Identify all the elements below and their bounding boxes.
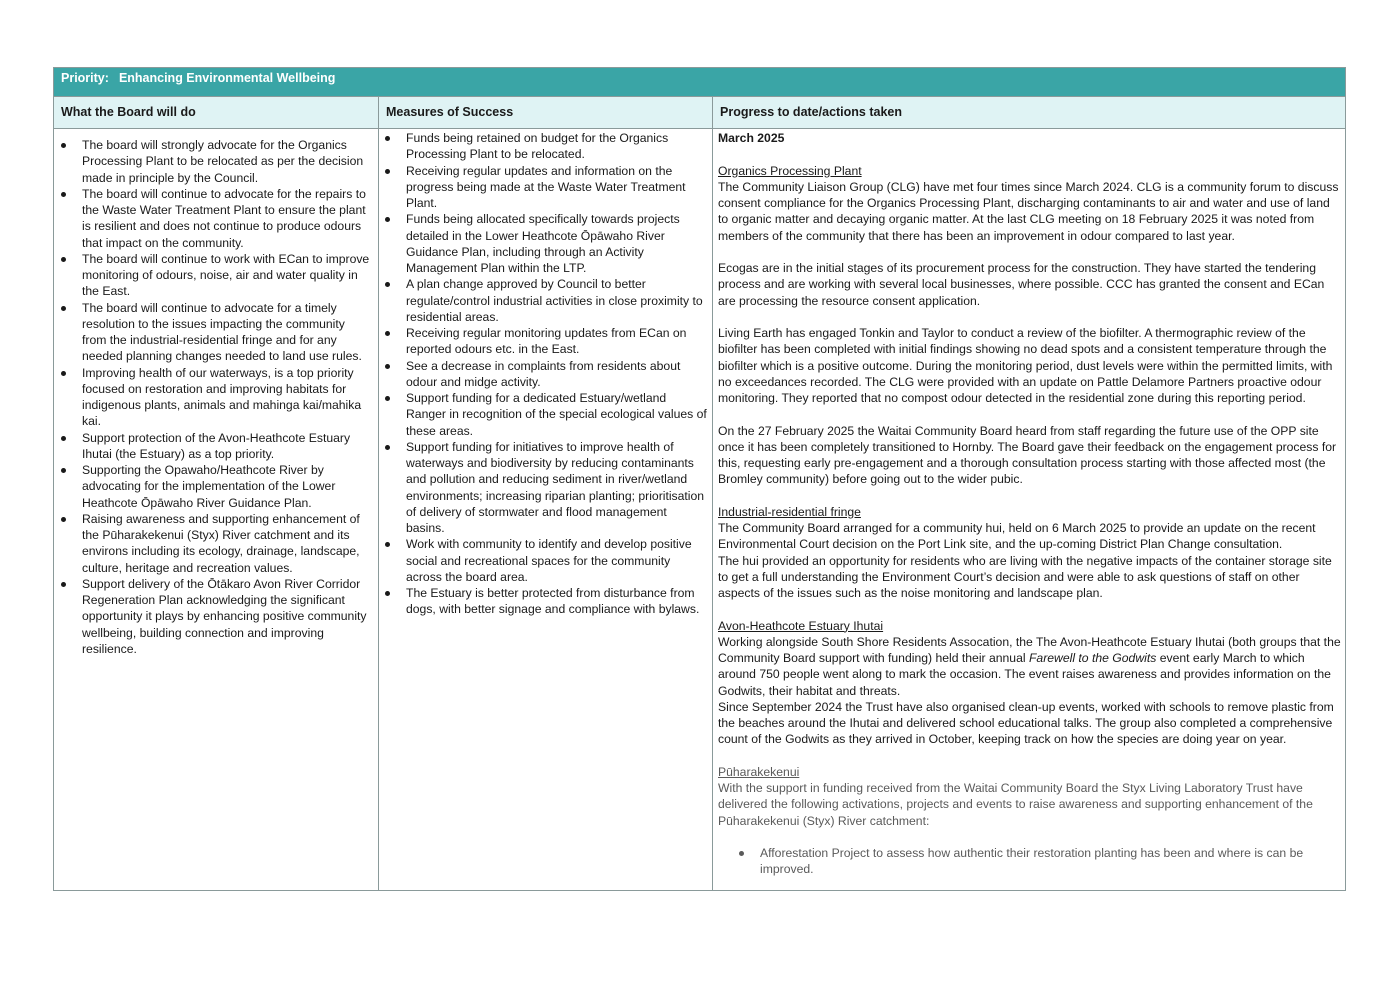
priority-table (53, 67, 1346, 891)
column-header-progress: Progress to date/actions taken (720, 105, 903, 119)
list-item: The Estuary is better protected from disturbance from dogs, with better signage and compliance with bylaws. (406, 585, 707, 618)
progress-date: March 2025 (718, 131, 785, 145)
list-item: Afforestation Project to assess how authentic their restoration planting has been and where is can be improved. (760, 845, 1341, 878)
paragraph: The hui provided an opportunity for residents who are living with the negative impacts of the container storage site to get a full understanding the Environment Court’s decision and were able to ask questions of staff on other aspects of the issues such as the noise monitoring and landscape plan. (718, 553, 1332, 600)
paragraph-text: Working alongside South Shore Residents Assocation, the The Avon-Heathcote Estuary Ihutai (both groups that the Community Board support with funding) held their annual (718, 634, 1341, 665)
list-item: Improving health of our waterways, is a top priority focused on restoration and improving habitats for indigenous plants, animals and mahinga kai/mahika kai. (82, 365, 371, 430)
paragraph: On the 27 February 2025 the Waitai Community Board heard from staff regarding the future use of the OPP site once it has been completely transitioned to Hornby. The Board gave their feedback on the engagement process for this, requesting early pre-engagement and a thorough consultation process starting with those affected most (the Bromley community) before going out to the wider pubic. (718, 423, 1337, 487)
list-item: Support funding for a dedicated Estuary/wetland Ranger in recognition of the special ecological values of these areas. (406, 391, 707, 438)
board-actions-cell (54, 129, 379, 890)
paragraph: The Community Board arranged for a community hui, held on 6 March 2025 to provide an update on the recent Environmental Court decision on the Port Link site, and the up-coming District Plan Change consultation. (718, 521, 1316, 552)
paragraph: With the support in funding received from the Waitai Community Board the Styx Living Laboratory Trust have delivered the following activations, projects and events to raise awareness and supporting enhancement of the Pūharakekenui (Styx) River catchment: (718, 781, 1313, 828)
priority-label: Priority: (61, 71, 109, 85)
list-item: Receiving regular monitoring updates from ECan on reported odours etc. in the East. (406, 325, 707, 358)
list-item: Funds being allocated specifically towards projects detailed in the Lower Heathcote Ōpāwaho River Guidance Plan, including through an Activity Management Plan within the LTP. (406, 211, 707, 276)
column-header-measures: Measures of Success (386, 105, 514, 119)
priority-title: Enhancing Environmental Wellbeing (118, 71, 336, 85)
board-actions-list (82, 137, 371, 657)
section-heading-styx: Pūharakekenui (718, 764, 800, 779)
list-item: The board will continue to advocate for a timely resolution to the issues impacting the community from the industrial-residential fringe and for any needed planning changes needed to land use rules. (82, 300, 371, 365)
paragraph: Ecogas are in the initial stages of its procurement process for the construction. They have started the tendering process and are working with several local businesses, where possible. CCC has granted the consent and ECan are processing the resource consent application. (718, 261, 1325, 308)
list-item: Support delivery of the Ōtākaro Avon River Corridor Regeneration Plan acknowledging the significant opportunity it plays by enhancing positive community wellbeing, building connection and improving resilience. (82, 576, 371, 657)
paragraph-text: event early March to which around 750 people went along to mark the occasion. The event raises awareness and provides information on the Godwits, their habitat and threats. (718, 651, 1331, 698)
section-heading-estuary: Avon-Heathcote Estuary Ihutai (718, 618, 884, 633)
paragraph: Since September 2024 the Trust have also organised clean-up events, worked with schools to remove plastic from the beaches around the Ihutai and delivered school educational talks. The group also completed a comprehensive count of the Godwits as they arrived in October, keeping track on how the species are doing year on year. (718, 699, 1334, 747)
measures-list (406, 130, 707, 618)
progress-cell (713, 129, 1347, 890)
measures-cell (379, 129, 713, 890)
list-item: Support protection of the Avon-Heathcote Estuary Ihutai (the Estuary) as a top priority. (82, 430, 371, 463)
list-item: Supporting the Opawaho/Heathcote River by advocating for the implementation of the Lower Heathcote Ōpāwaho River Guidance Plan. (82, 462, 371, 511)
list-item: See a decrease in complaints from residents about odour and midge activity. (406, 358, 707, 391)
table-header-row (54, 97, 1345, 129)
paragraph: The Community Liaison Group (CLG) have met four times since March 2024. CLG is a community forum to discuss consent compliance for the Organics Processing Plant, discharging contaminants to air and water and use of land to organic matter and decaying organic matter. At the last CLG meeting on 18 February 2025 it was noted from members of the community that there has been an improvement in odour compared to last year. (718, 179, 1339, 243)
styx-activities-list (718, 845, 1341, 878)
list-item: Work with community to identify and develop positive social and recreational spaces for the community across the board area. (406, 536, 707, 585)
list-item: A plan change approved by Council to better regulate/control industrial activities in close proximity to residential areas. (406, 276, 707, 325)
priority-banner (54, 68, 1345, 97)
list-item: The board will continue to advocate for the repairs to the Waste Water Treatment Plant to ensure the plant is resilient and does not continue to produce odours that impact on the community. (82, 186, 371, 251)
column-header-board-actions: What the Board will do (61, 105, 196, 119)
section-heading-industrial: Industrial-residential fringe (718, 504, 861, 519)
list-item: Funds being retained on budget for the Organics Processing Plant to be relocated. (406, 130, 707, 163)
list-item: Receiving regular updates and information on the progress being made at the Waste Water Treatment Plant. (406, 163, 707, 212)
list-item: The board will continue to work with ECan to improve monitoring of odours, noise, air and water quality in the East. (82, 251, 370, 299)
paragraph (718, 634, 1341, 699)
paragraph: Living Earth has engaged Tonkin and Taylor to conduct a review of the biofilter. A thermographic review of the biofilter has been completed with initial findings showing no dead spots and a consistent temperature through the biofilter which is a positive outcome. During the monitoring period, dust levels were within the permitted limits, with no exceedances recorded. The CLG were provided with an update on Pattle Delamore Partners proactive odour monitoring. They reported that no compost odour detected in the residential zone during this reporting period. (718, 326, 1333, 405)
list-item: Raising awareness and supporting enhancement of the Pūharakekenui (Styx) River catchment and its environs including its ecology, drainage, landscape, culture, heritage and recreation values. (82, 511, 371, 576)
list-item: The board will strongly advocate for the Organics Processing Plant to be relocated as per the decision made in principle by the Council. (82, 137, 371, 186)
section-heading-organics: Organics Processing Plant (718, 163, 862, 178)
list-item: Support funding for initiatives to improve health of waterways and biodiversity by reducing contaminants and pollution and reducing sediment in river/wetland environments; increasing riparian planting; prioritisation of delivery of stormwater and flood management basins. (406, 439, 707, 537)
event-name: Farewell to the Godwits (1028, 651, 1157, 665)
